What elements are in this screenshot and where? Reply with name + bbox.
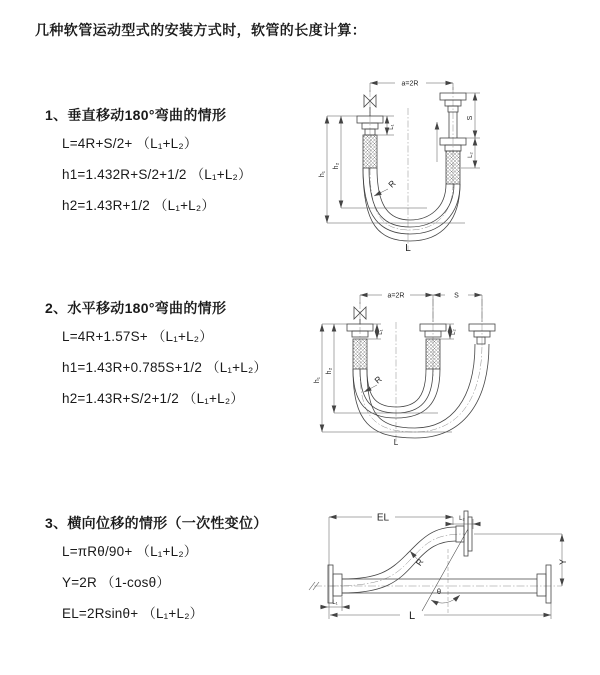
angle-construction-line: [422, 529, 468, 611]
diagram-horizontal-180-bend: [312, 282, 590, 467]
dimension-lines: [320, 517, 562, 619]
dim-label-s: S: [467, 115, 474, 121]
diagram-lateral-offset: [300, 503, 590, 643]
dim-label-a2r: a=2R: [387, 292, 405, 300]
braided-section: [353, 339, 367, 369]
dim-label-h2: h₂: [326, 367, 333, 375]
braided-section: [426, 339, 440, 369]
dim-label-l1: L₁: [378, 329, 384, 335]
left-fitting: [357, 116, 383, 168]
formula-EL: EL=2Rsinθ+ （L₁+L₂）: [62, 606, 204, 621]
radius-leader: [364, 385, 377, 392]
dim-label-h1: h₁: [319, 170, 326, 178]
dim-label-h2: h₂: [333, 162, 340, 170]
dim-label-s: S: [454, 292, 459, 300]
angle-arc: [431, 595, 460, 603]
dim-label-y: Y: [558, 558, 568, 566]
left-flange: [328, 565, 342, 603]
dim-label-theta: θ: [436, 587, 442, 596]
dim-label-r: R: [386, 178, 398, 190]
formula-h1: h1=1.43R+0.785S+1/2 （L₁+L₂）: [62, 360, 268, 375]
dim-label-l2: L₂: [468, 152, 474, 158]
formula-h2: h2=1.43R+1/2 （L₁+L₂）: [62, 198, 216, 213]
formula-L: L=πRθ/90+ （L₁+L₂）: [62, 544, 198, 559]
dim-label-l: L: [408, 610, 416, 622]
dim-label-l1: L₁: [389, 124, 395, 130]
dim-label-l: L: [393, 438, 399, 447]
dim-label-h1: h₁: [314, 376, 321, 384]
formula-h1: h1=1.432R+S/2+1/2 （L₁+L₂）: [62, 167, 252, 182]
dimension-lines: [322, 292, 482, 432]
page-title: 几种软管运动型式的安装方式时，软管的长度计算：: [35, 22, 367, 38]
formula-L: L=4R+S/2+ （L₁+L₂）: [62, 136, 198, 151]
section-2-heading: 2、水平移动180°弯曲的情形: [45, 300, 227, 316]
dim-label-l: L: [405, 243, 411, 254]
radius-leader: [374, 189, 388, 196]
dim-label-el: EL: [376, 512, 390, 524]
braided-section: [363, 135, 377, 168]
diagram-labels: [332, 513, 568, 623]
dim-label-l2: L₂: [459, 516, 465, 522]
right-flange: [537, 565, 551, 603]
middle-fitting: [420, 324, 446, 369]
dim-label-r: R: [413, 556, 426, 568]
diagram-vertical-180-bend: [315, 70, 587, 255]
left-fitting: [347, 324, 373, 369]
dim-label-a2r: a=2R: [401, 80, 419, 88]
dim-label-r: R: [372, 373, 384, 386]
section-3-heading: 3、横向位移的情形（一次性变位）: [45, 515, 268, 531]
formula-L: L=4R+1.57S+ （L₁+L₂）: [62, 329, 213, 344]
s-curve-hose: [342, 527, 456, 593]
section-1-heading: 1、垂直移动180°弯曲的情形: [45, 107, 227, 123]
formula-Y: Y=2R （1-cosθ）: [62, 575, 171, 590]
formula-h2: h2=1.43R+S/2+1/2 （L₁+L₂）: [62, 391, 244, 406]
braided-section: [446, 151, 460, 184]
dim-label-l2: L₂: [451, 329, 457, 335]
hose-curves: [363, 168, 460, 241]
hose-curves: [353, 344, 489, 438]
dim-label-l1: L₁: [332, 600, 338, 606]
